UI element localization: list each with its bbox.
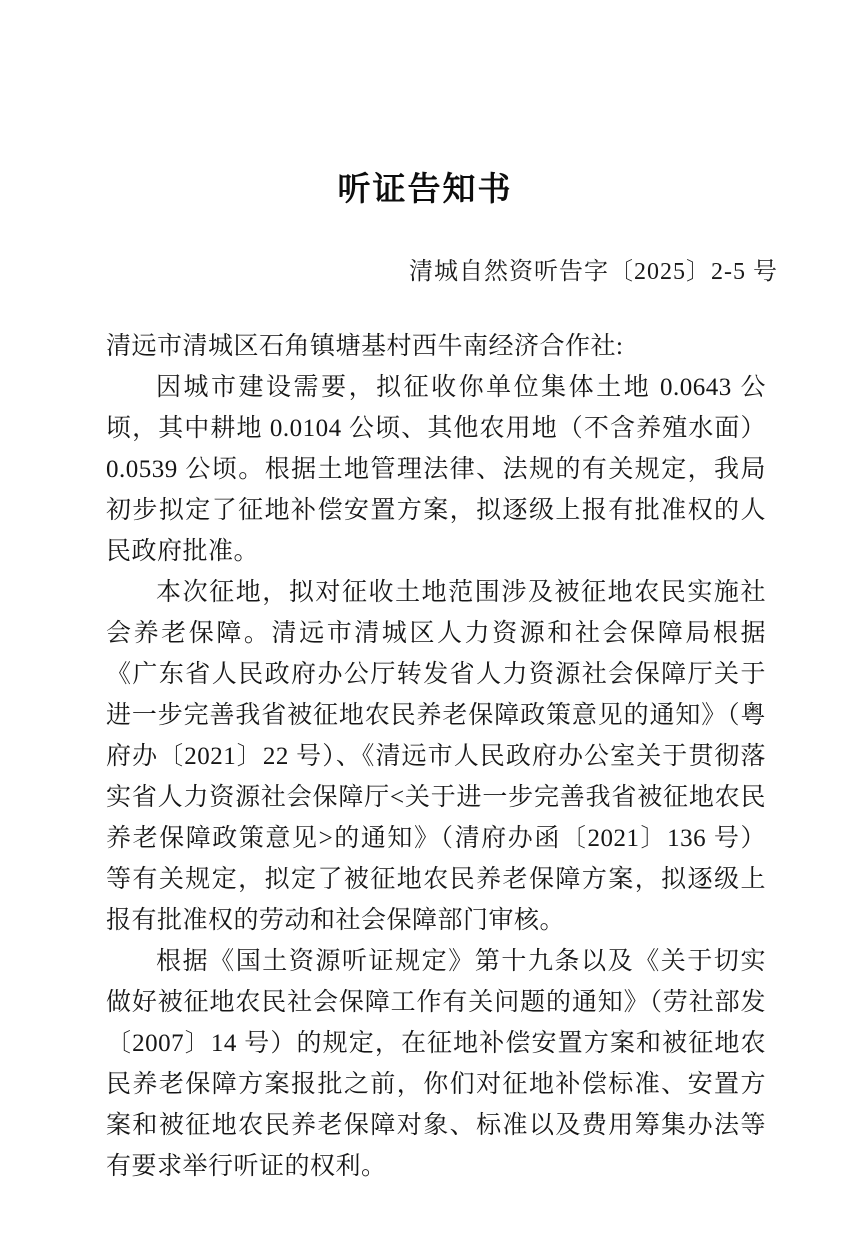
body-paragraph: 本次征地，拟对征收土地范围涉及被征地农民实施社会养老保障。清远市清城区人力资源和社会保障局根据《广东省人民政府办公厅转发省人力资源社会保障厅关于进一步完善我省被征地农民养老保障政策意见的通知》（粤府办〔2021〕22 号）、《清远市人民政府办公室关于贯彻落实省人力资源社会保障厅<关于进一步完善我省被征地农民养老保障政策意见>的通知》（清府办函〔2021〕136 号）等有关规定，拟定了被征地农民养老保障方案，拟逐级上报有批准权的劳动和社会保障部门审核。 [106,579,766,934]
addressee-line: 清远市清城区石角镇塘基村西牛南经济合作社: [106,333,624,360]
document-number: 清城自然资听告字〔2025〕2-5 号 [409,259,778,285]
document-title: 听证告知书 [337,170,513,207]
body-paragraph: 因城市建设需要，拟征收你单位集体土地 0.0643 公顷，其中耕地 0.0104 公顷、其他农用地（不含养殖水面）0.0539 公顷。根据土地管理法律、法规的有关规定，我局初步拟定了征地补偿安置方案，拟逐级上报有批准权的人民政府批准。 [106,374,766,565]
document-body [0,326,850,1187]
body-paragraph: 根据《国土资源听证规定》第十九条以及《关于切实做好被征地农民社会保障工作有关问题的通知》（劳社部发〔2007〕14 号）的规定，在征地补偿安置方案和被征地农民养老保障方案报批之前，你们对征地补偿标准、安置方案和被征地农民养老保障对象、标准以及费用筹集办法等有要求举行听证的权利。 [106,948,766,1180]
